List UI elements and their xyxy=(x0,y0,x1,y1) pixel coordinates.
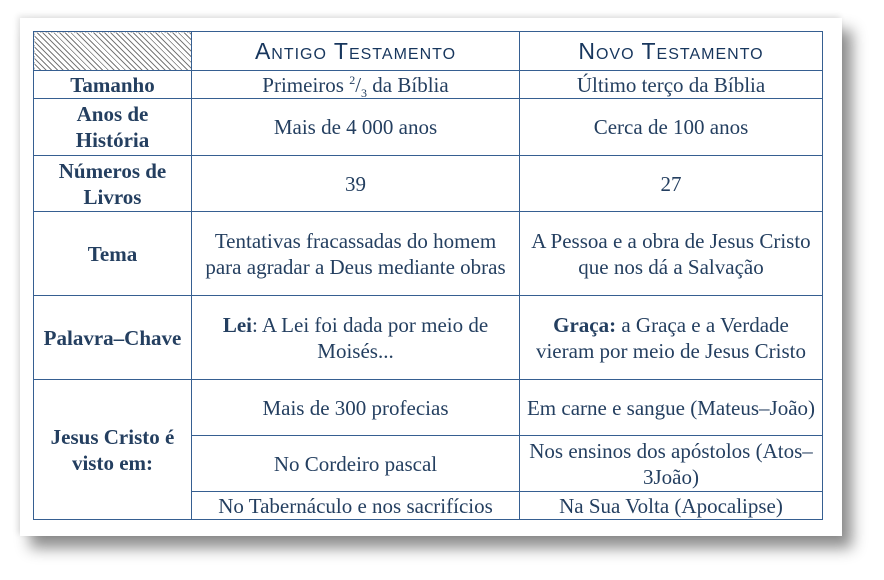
table-row xyxy=(34,296,823,380)
keyword-lei: Lei xyxy=(222,312,252,337)
cell-tema-antigo: Tentativas fracassadas do homem para agradar a Deus mediante obras xyxy=(192,212,520,296)
cell-jesus-novo-3: Na Sua Volta (Apocalipse) xyxy=(520,492,823,520)
row-label-anos: Anos de História xyxy=(34,99,192,156)
table-row xyxy=(34,71,823,99)
table-row xyxy=(34,380,823,436)
cell-jesus-novo-1: Em carne e sangue (Mateus–João) xyxy=(520,380,823,436)
cell-anos-antigo: Mais de 4 000 anos xyxy=(192,99,520,156)
header-row xyxy=(34,32,823,71)
fraction-denominator: 3 xyxy=(361,85,368,99)
comparison-table xyxy=(33,31,823,520)
row-label-tamanho: Tamanho xyxy=(34,71,192,99)
table-card xyxy=(20,18,842,536)
row-label-jesus-cristo: Jesus Cristo é visto em: xyxy=(34,380,192,520)
cell-palavra-novo xyxy=(520,296,823,380)
cell-livros-novo: 27 xyxy=(520,156,823,212)
cell-tamanho-antigo xyxy=(192,71,520,99)
tamanho-prefix: Primeiros xyxy=(262,72,350,97)
cell-jesus-antigo-2: No Cordeiro pascal xyxy=(192,436,520,492)
table-row xyxy=(34,212,823,296)
table-row xyxy=(34,99,823,156)
corner-cell xyxy=(34,32,192,71)
cell-palavra-antigo xyxy=(192,296,520,380)
row-label-tema: Tema xyxy=(34,212,192,296)
header-novo-testamento: Novo Testamento xyxy=(520,32,823,71)
keyword-graca: Graça: xyxy=(553,312,617,337)
cell-jesus-antigo-3: No Tabernáculo e nos sacrifícios xyxy=(192,492,520,520)
palavra-antigo-text: : A Lei foi dada por meio de Moisés... xyxy=(251,312,489,363)
cell-jesus-novo-2: Nos ensinos dos apóstolos (Atos–3João) xyxy=(520,436,823,492)
cell-anos-novo: Cerca de 100 anos xyxy=(520,99,823,156)
cell-tema-novo: A Pessoa e a obra de Jesus Cristo que nos dá a Salvação xyxy=(520,212,823,296)
cell-livros-antigo: 39 xyxy=(192,156,520,212)
cell-tamanho-novo: Último terço da Bíblia xyxy=(520,71,823,99)
row-label-palavra-chave: Palavra–Chave xyxy=(34,296,192,380)
header-antigo-testamento: Antigo Testamento xyxy=(192,32,520,71)
palavra-novo-text: a Graça e a Verdade vieram por meio de Jesus Cristo xyxy=(535,312,807,363)
cell-jesus-antigo-1: Mais de 300 profecias xyxy=(192,380,520,436)
fraction-numerator: 2 xyxy=(349,72,356,87)
row-label-livros: Números de Livros xyxy=(34,156,192,212)
tamanho-suffix: da Bíblia xyxy=(367,72,449,97)
fraction-slash: / xyxy=(355,72,362,97)
table-row xyxy=(34,156,823,212)
